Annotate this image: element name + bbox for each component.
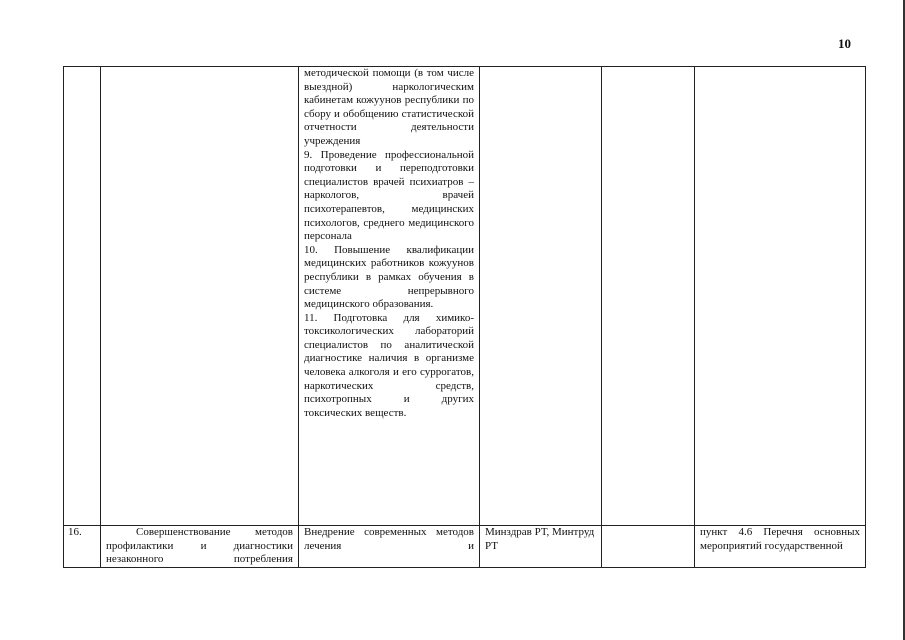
cell-number — [64, 67, 101, 526]
cell-reference: пункт 4.6 Перечня основных мероприятий государственной — [695, 526, 866, 568]
activity-paragraph: 10. Повышение квалификации медицинских работников кожуунов республики в рамках обучения в системе непрерывного медицинского образования. — [304, 243, 474, 311]
table-row — [64, 526, 866, 568]
measures-table-container — [63, 66, 865, 568]
cell-measure-name: Совершенствование методов профилактики и диагностики незаконного потребления — [101, 526, 299, 568]
page-number: 10 — [838, 36, 851, 51]
cell-executors — [480, 67, 602, 526]
cell-deadline — [602, 67, 695, 526]
cell-number: 16. — [64, 526, 101, 568]
activity-paragraph: 11. Подготовка для химико-токсикологических лабораторий специалистов по аналитической диагностике наличия в организме человека алкоголя и его суррогатов, наркотических средств, психотропных и других токсических веществ. — [304, 311, 474, 419]
cell-activities — [299, 67, 480, 526]
cell-executors: Минздрав РТ, Минтруд РТ — [480, 526, 602, 568]
cell-activities: Внедрение современных методов лечения и — [299, 526, 480, 568]
cell-deadline — [602, 526, 695, 568]
table-row — [64, 67, 866, 526]
cell-reference — [695, 67, 866, 526]
activity-paragraph: 9. Проведение профессиональной подготовки и переподготовки специалистов врачей психиатров – наркологов, врачей психотерапевтов, медицинских психологов, среднего медицинского персонала — [304, 148, 474, 243]
activity-paragraph: методической помощи (в том числе выездной) наркологическим кабинетам кожуунов республики по сбору и обобщению статистической отчетности деятельности учреждения — [304, 67, 474, 147]
measures-table — [63, 66, 866, 568]
cell-measure-name — [101, 67, 299, 526]
